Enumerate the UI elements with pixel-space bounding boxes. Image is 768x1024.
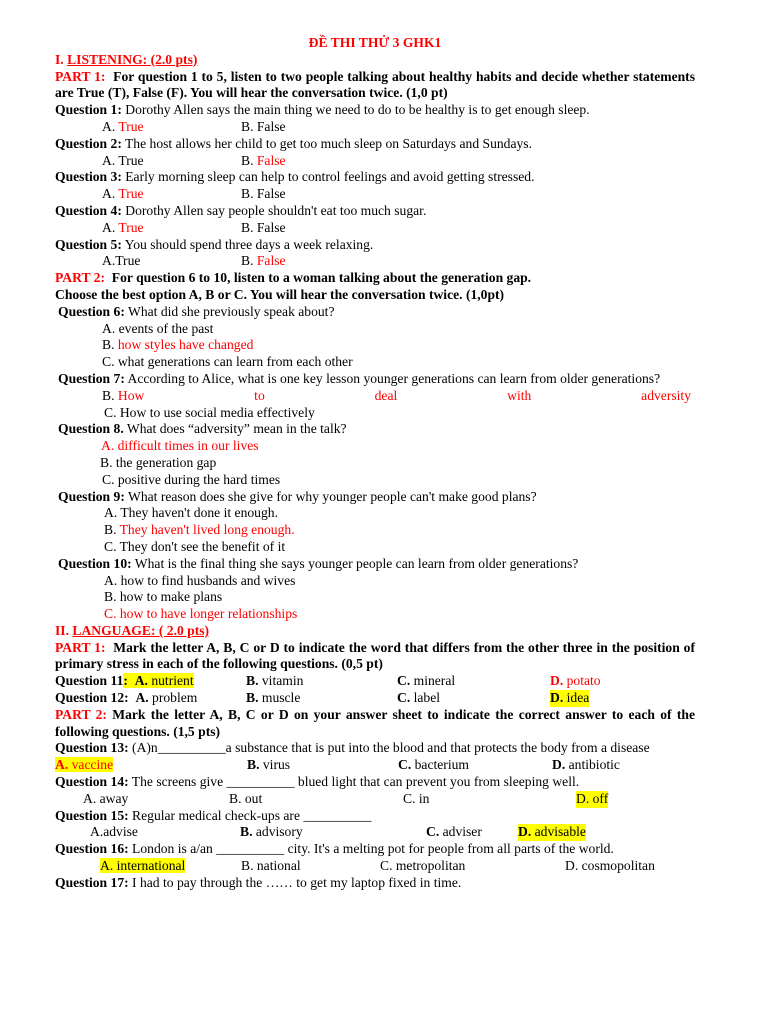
question-number: Question 2: [55,135,122,151]
question-number: Question 5: [55,236,122,252]
question-9 [55,489,695,506]
option-d-answer: D. idea [550,690,590,706]
question-1 [55,102,695,119]
question-text: I had to pay through the …… to get my laptop fixed in time. [132,874,462,890]
exam-title: ĐỀ THI THỬ 3 GHK1 [308,35,442,50]
question-text: London is a/an __________ city. It's a melting pot for people from all parts of the world. [132,841,614,857]
question-number: Question 16: [55,841,129,857]
option-c: C. positive during the hard times [102,471,281,487]
question-number: Question 11 [55,673,124,689]
question-text: According to Alice, what is one key lesson younger generations can learn from older generations? [127,370,661,386]
option-c-answer: C. how to have longer relationships [104,606,298,622]
part1-instructions [55,69,695,103]
question-16 [55,841,695,858]
option-a: A. how to find husbands and wives [104,572,296,588]
question-2 [55,136,695,153]
question-number: Question 10: [58,555,132,571]
question-14-options: A. away B. out C. in D. off [83,790,609,806]
question-text: What does “adversity” mean in the talk? [126,421,347,437]
question-text: What did she previously speak about? [128,303,335,319]
question-16-options: A. international B. national C. metropolitan D. cosmopolitan [100,858,655,874]
question-7 [55,371,695,388]
option-false: B. False [241,152,286,168]
option-d-answer: D. potato [550,673,601,689]
option-b: B. how to make plans [104,589,223,605]
question-13 [55,740,695,757]
option-true: A. True [102,152,144,168]
section-title: LANGUAGE: ( 2.0 pts) [72,622,210,638]
question-6 [55,304,695,321]
option-a-answer: A. international [100,858,186,874]
section-language-heading [55,623,695,640]
true-false-options [55,186,695,203]
part-instruction: Mark the letter A, B, C or D to indicate the word that differs from the other three in the position of primary stress in each of the following questions. (0,5 pt) [55,639,695,672]
question-12: Question 12: A. problem B. muscle C. label D. idea [55,690,590,706]
part-label: PART 1: [55,639,106,655]
option-a-answer: A. difficult times in our lives [101,438,259,454]
question-5 [55,237,695,254]
question-13-options: A. vaccine B. virus C. bacterium D. antibiotic [55,757,620,773]
option-b: B. They haven't lived long enough. [104,522,295,538]
question-14 [55,774,695,791]
true-false-options [55,119,695,136]
question-number: Question 7: [58,370,125,386]
answer-text: How to deal with adversity [117,387,691,403]
option-d-answer: D. off [576,790,609,806]
part-instruction: For question 6 to 10, listen to a woman talking about the generation gap. [111,270,532,286]
question-17 [55,875,695,892]
answer-text: nutrient [147,673,194,689]
question-15-options: A.advise B. advisory C. adviser D. advisable [90,824,586,840]
option-true: A. True [102,219,144,235]
part-label: PART 2: [55,706,107,722]
question-text: Early morning sleep can help to control feelings and avoid getting stressed. [125,169,535,185]
question-number: Question 14: [55,774,129,790]
question-number: Question 1: [55,102,122,118]
exam-document [55,35,695,892]
question-text: Regular medical check-ups are __________ [132,807,372,823]
option-true: A. True [102,118,144,134]
question-15 [55,808,695,825]
question-text: The screens give __________ blued light that can prevent you from sleeping well. [131,774,580,790]
question-number: Question 13: [55,740,129,756]
question-text: What reason does she give for why younger people can't make good plans? [128,488,537,504]
option-b: B. the generation gap [100,454,217,470]
question-text: Dorothy Allen say people shouldn't eat too much sugar. [125,202,427,218]
question-number: Question 15: [55,807,129,823]
true-false-options [55,253,695,270]
question-3 [55,169,695,186]
language-part2-instructions [55,707,695,741]
question-4 [55,203,695,220]
option-true: A.True [102,253,141,269]
answer-text: how styles have changed [117,337,254,353]
option-a: A. events of the past [102,320,214,336]
question-text: Dorothy Allen says the main thing we need to do to be healthy is to get enough sleep. [125,102,590,118]
part-instruction: For question 1 to 5, listen to two people talking about healthy habits and decide whether statements are True (T), False (F). You will hear the conversation twice. (1,0 pt) [55,68,695,101]
language-part1-instructions [55,640,695,674]
section-number: I. [55,51,64,67]
part2-instructions-line1 [55,270,695,287]
part2-instructions-line2: Choose the best option A, B or C. You will hear the conversation twice. (1,0pt) [55,286,505,302]
answer-text: They haven't lived long enough. [119,522,295,538]
option-false: B. False [241,118,286,134]
option-a: A. They haven't done it enough. [104,505,278,521]
question-text: (A)n__________a substance that is put into the blood and that protects the body from a disease [132,740,650,756]
question-number: Question 6: [58,303,125,319]
option-a-answer: A. vaccine [55,757,114,773]
option-false: B. False [241,186,286,202]
question-number: Question 3: [55,169,122,185]
question-text: The host allows her child to get too much sleep on Saturdays and Sundays. [125,135,532,151]
question-number: Question 12: [55,690,129,706]
section-listening-heading [55,52,695,69]
question-text: What is the final thing she says younger people can learn from older generations? [134,555,579,571]
option-d-answer: D. advisable [518,824,586,840]
option-b-row: B. How to deal with adversity [102,387,691,403]
question-8 [55,421,695,438]
question-10 [55,556,695,573]
option-b: B. how styles have changed [102,337,254,353]
question-number: Question 8. [58,421,124,437]
part-instruction: Mark the letter A, B, C or D on your answer sheet to indicate the correct answer to each of the following questions. (1,5 pts) [55,706,696,739]
option-false: B. False [241,253,286,269]
question-number: Question 17: [55,874,129,890]
option-c: C. They don't see the benefit of it [104,538,286,554]
true-false-questions [55,102,695,270]
section-title: LISTENING: (2.0 pts) [67,51,198,67]
question-number: Question 4: [55,202,122,218]
question-11: Question 11: A. nutrient B. vitamin C. mineral D. potato [55,673,601,689]
section-number: II. [55,622,69,638]
option-false: B. False [241,219,286,235]
part-label: PART 2: [55,270,105,286]
option-c: C. How to use social media effectively [104,404,315,420]
question-number: Question 9: [58,488,125,504]
option-true: A. True [102,186,144,202]
option-c: C. what generations can learn from each other [102,354,353,370]
question-text: You should spend three days a week relaxing. [124,236,374,252]
true-false-options [55,153,695,170]
true-false-options [55,220,695,237]
part-label: PART 1: [55,68,106,84]
